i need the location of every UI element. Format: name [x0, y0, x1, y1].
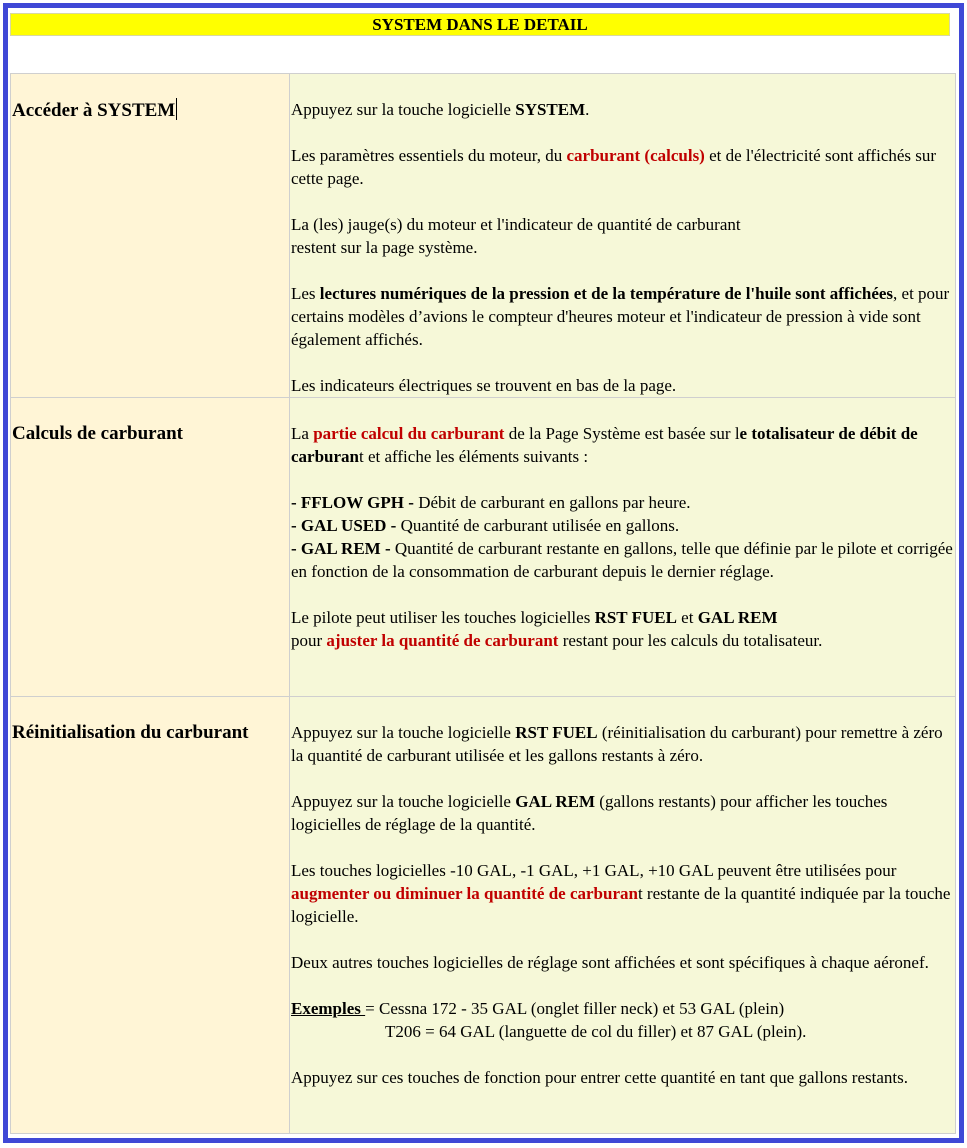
paragraph [291, 144, 955, 190]
text: Deux autres touches logicielles de réglage sont affichées et sont spécifiques à chaque aéronef. [291, 953, 929, 972]
row-label: Réinitialisation du carburant [12, 722, 249, 743]
text: Le pilote peut utiliser les touches logicielles [291, 608, 595, 627]
bold-text: GAL REM [697, 608, 778, 627]
text: T206 = 64 GAL (languette de col du filler) et 87 GAL (plein). [385, 1022, 807, 1041]
paragraph [291, 997, 955, 1043]
text: et [676, 608, 698, 627]
text: t restante de la quantité indiquée par la touche logicielle. [291, 884, 951, 926]
text: restent sur la page système. [291, 238, 478, 257]
bold-text: - GAL USED - [291, 516, 401, 535]
text: Quantité de carburant utilisée en gallons. [400, 516, 680, 535]
bold-text: - GAL REM - [291, 539, 395, 558]
paragraph [291, 606, 955, 652]
detail-table [10, 73, 956, 1134]
text: Appuyez sur la touche logicielle [291, 723, 516, 742]
text: = Cessna 172 - 35 GAL (onglet filler neck) et 53 GAL (plein) [365, 999, 785, 1018]
highlighted-text: ajuster la quantité de carburant [326, 631, 559, 650]
text: . [585, 100, 590, 119]
paragraph [291, 951, 955, 974]
text: Appuyez sur la touche logicielle [291, 792, 516, 811]
row-label-cell [11, 74, 290, 398]
text: Les paramètres essentiels du moteur, du [291, 146, 567, 165]
bold-text: RST FUEL [594, 608, 677, 627]
bold-text: RST FUEL [515, 723, 598, 742]
row-label-cell [11, 398, 290, 697]
bold-text: e totalisateur de débit de carburan [291, 424, 918, 466]
table-row [11, 697, 956, 1134]
highlighted-text: carburant (calculs) [566, 146, 705, 165]
text: Les indicateurs électriques se trouvent en bas de la page. [291, 376, 677, 395]
paragraph [291, 491, 955, 583]
text: (réinitialisation du carburant) pour remettre à zéro la quantité de carburant utilisée et les gallons restants à zéro. [291, 723, 943, 765]
paragraph [291, 422, 955, 468]
paragraph [291, 282, 955, 351]
text: (gallons restants) pour afficher les touches logicielles de réglage de la quantité. [291, 792, 888, 834]
text: pour [291, 631, 327, 650]
text: Quantité de carburant restante en gallons, telle que définie par le pilote et corrigée en fonction de la consommation de carburant depuis le dernier réglage. [291, 539, 953, 581]
text: Les [291, 284, 320, 303]
page-frame [3, 3, 964, 1143]
text: Débit de carburant en gallons par heure. [418, 493, 691, 512]
bold-text: GAL REM [515, 792, 596, 811]
paragraph [291, 374, 955, 397]
text: et de l'électricité sont affichés sur cette page. [291, 146, 937, 188]
text: Appuyez sur ces touches de fonction pour entrer cette quantité en tant que gallons restants. [291, 1068, 908, 1087]
bold-text: SYSTEM [515, 100, 586, 119]
row-label: Accéder à SYSTEM [12, 100, 176, 121]
paragraph [291, 1066, 955, 1089]
text-cursor [176, 98, 177, 120]
paragraph [291, 98, 955, 121]
page-title: SYSTEM DANS LE DETAIL [10, 13, 950, 36]
text: de la Page Système est basée sur l [504, 424, 740, 443]
bold-text: - FFLOW GPH - [291, 493, 419, 512]
table-row [11, 398, 956, 697]
text: restant pour les calculs du totalisateur. [558, 631, 823, 650]
text: , et pour certains modèles d’avions le compteur d'heures moteur et l'indicateur de pression à vide sont également affichés. [291, 284, 950, 349]
bold-text: lectures numériques de la pression et de la température de l'huile sont affichées [319, 284, 894, 303]
paragraph [291, 859, 955, 928]
paragraph [291, 721, 955, 767]
highlighted-text: partie calcul du carburant [313, 424, 505, 443]
row-text-cell [290, 697, 956, 1134]
text: La (les) jauge(s) du moteur et l'indicateur de quantité de carburant [291, 215, 741, 234]
row-label: Calculs de carburant [12, 423, 183, 444]
paragraph [291, 213, 955, 259]
highlighted-text: augmenter ou diminuer la quantité de carburan [291, 884, 638, 903]
table-row [11, 74, 956, 398]
text: t et affiche les éléments suivants : [359, 447, 589, 466]
row-label-cell [11, 697, 290, 1134]
row-text-cell [290, 398, 956, 697]
bold-text: Exemples [291, 999, 366, 1018]
text: Appuyez sur la touche logicielle [291, 100, 516, 119]
text: La [291, 424, 314, 443]
row-text-cell [290, 74, 956, 398]
paragraph [291, 790, 955, 836]
text: Les touches logicielles -10 GAL, -1 GAL, +1 GAL, +10 GAL peuvent être utilisées pour [291, 861, 897, 880]
